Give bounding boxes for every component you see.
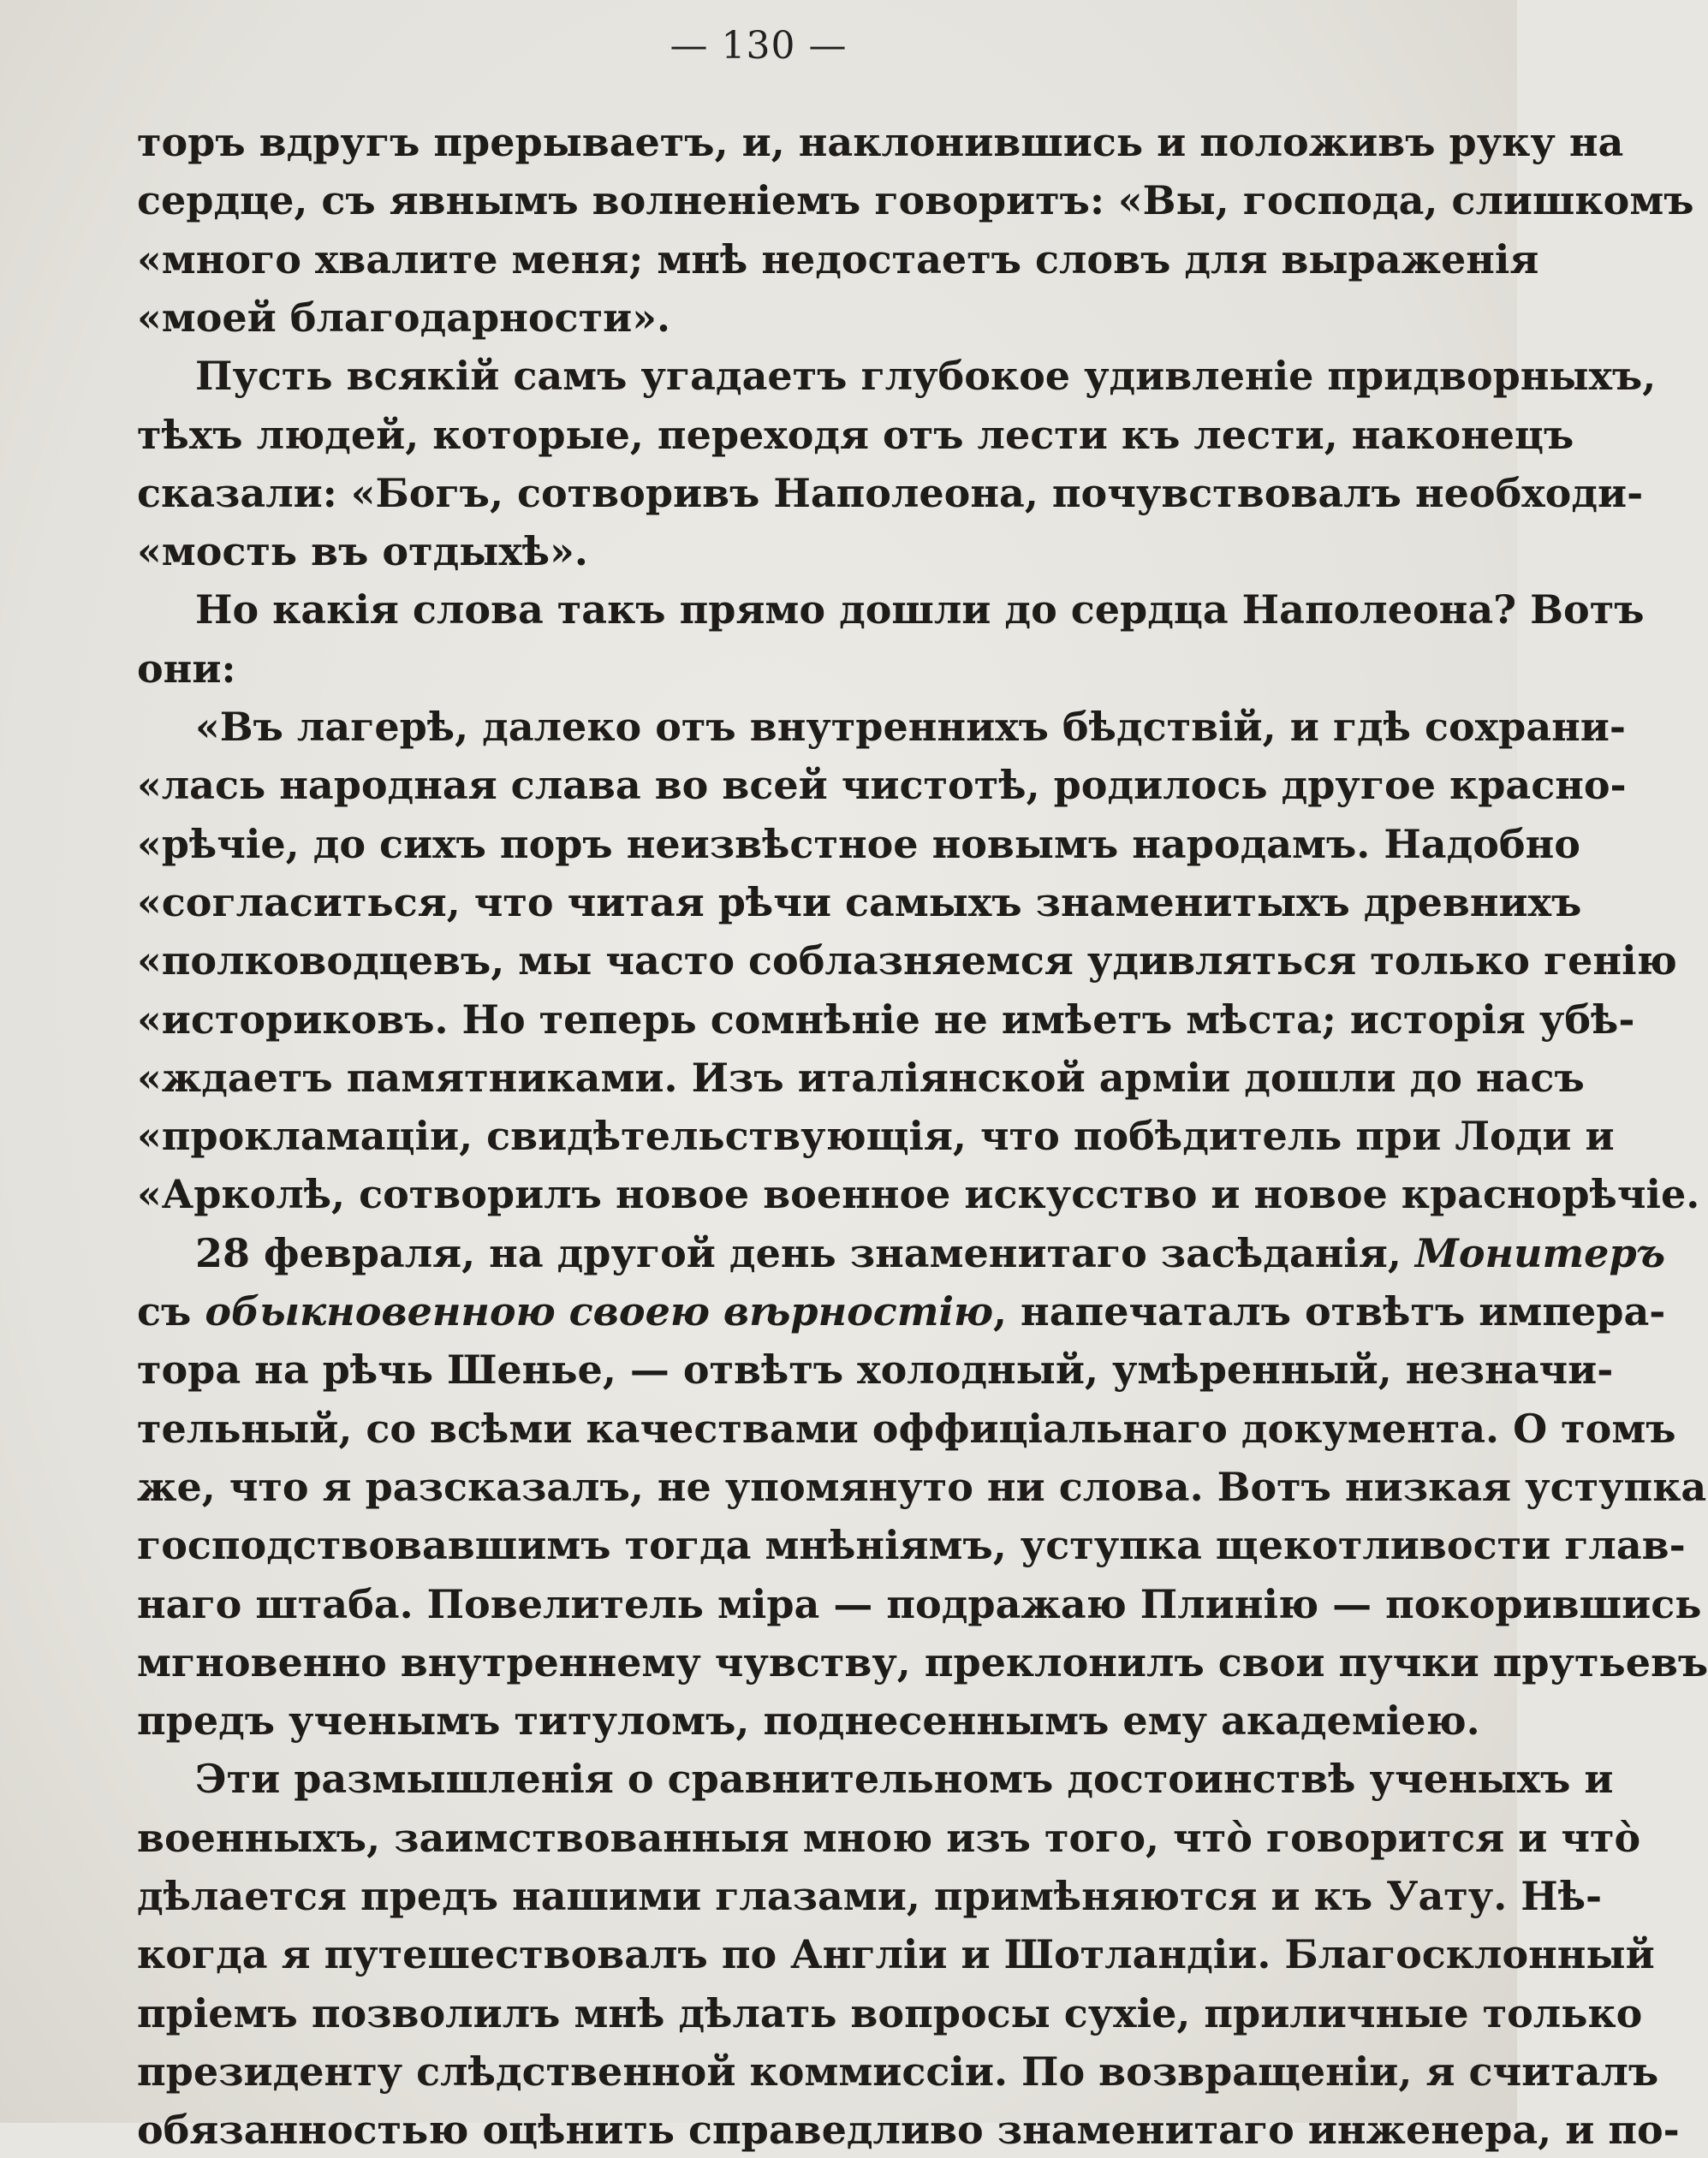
text-line: «много хвалите меня; мнѣ недостаетъ словъ для выраженія: [137, 236, 1539, 282]
text-line: «историковъ. Но теперь сомнѣніе не имѣетъ мѣста; исторія убѣ-: [137, 996, 1635, 1043]
text-line: «полководцевъ, мы часто соблазняемся удивляться только генію: [137, 937, 1677, 984]
text-line: «рѣчіе, до сихъ поръ неизвѣстное новымъ народамъ. Надобно: [137, 821, 1580, 867]
text-line: «мость въ отдыхѣ».: [137, 528, 588, 574]
text-line: «Арколѣ, сотворилъ новое военное искусство и новое краснорѣчіе.: [137, 1171, 1700, 1217]
text-line: «Въ лагерѣ, далеко отъ внутреннихъ бѣдствій, и гдѣ сохрани-: [195, 704, 1627, 750]
text-line: «прокламаціи, свидѣтельствующія, что побѣдитель при Лоди и: [137, 1113, 1615, 1159]
text-line: 28 февраля, на другой день знаменитаго засѣданія, Монитеръ: [195, 1230, 1666, 1276]
text-line: Эти размышленія о сравнительномъ достоинствѣ ученыхъ и: [195, 1756, 1614, 1802]
text-line: съ обыкновенною своею вѣрностію, напечаталъ отвѣтъ импера-: [137, 1288, 1666, 1335]
text-line: господствовавшимъ тогда мнѣніямъ, уступка щекотливости глав-: [137, 1522, 1686, 1568]
text-line: «лась народная слава во всей чистотѣ, родилось другое красно-: [137, 762, 1627, 808]
text-line: «моей благодарности».: [137, 294, 670, 341]
text-line: пріемъ позволилъ мнѣ дѣлать вопросы сухіе, приличные только: [137, 1990, 1643, 2036]
text-line: же, что я разсказалъ, не упомянуто ни слова. Вотъ низкая уступка: [137, 1464, 1707, 1510]
text-line: сказали: «Богъ, сотворивъ Наполеона, почувствовалъ необходи-: [137, 470, 1644, 516]
text-line: обязанностью оцѣнить справедливо знаменитаго инженера, и по-: [137, 2107, 1680, 2153]
text-line: наго штаба. Повелитель міра — подражаю Плинію — покорившись: [137, 1581, 1702, 1627]
text-line: дѣлается предъ нашими глазами, примѣняются и къ Уату. Нѣ-: [137, 1873, 1603, 1919]
text-line: «согласиться, что читая рѣчи самыхъ знаменитыхъ древнихъ: [137, 879, 1582, 925]
text-line: мгновенно внутреннему чувству, преклонилъ свои пучки прутьевъ: [137, 1639, 1708, 1685]
text-line: тельный, со всѣми качествами оффиціальнаго документа. О томъ: [137, 1406, 1676, 1452]
text-line: президенту слѣдственной коммиссіи. По возвращеніи, я считалъ: [137, 2048, 1659, 2095]
text-line: «ждаетъ памятниками. Изъ италіянской арміи дошли до насъ: [137, 1055, 1585, 1101]
text-line: предъ ученымъ титуломъ, поднесеннымъ ему академіею.: [137, 1697, 1480, 1744]
text-line: военныхъ, заимствованныя мною изъ того, что̀ говорится и что̀: [137, 1815, 1641, 1861]
text-line: тора на рѣчь Шенье, — отвѣтъ холодный, умѣренный, незначи-: [137, 1347, 1614, 1393]
text-line: сердце, съ явнымъ волненіемъ говоритъ: «Вы, господа, слишкомъ: [137, 177, 1694, 223]
page-number: — 130 —: [670, 24, 848, 68]
text-line: тѣхъ людей, которые, переходя отъ лести къ лести, наконецъ: [137, 412, 1574, 458]
text-line: торъ вдругъ прерываетъ, и, наклонившись и положивъ руку на: [137, 119, 1624, 165]
text-line: они:: [137, 645, 236, 692]
text-line: когда я путешествовалъ по Англіи и Шотландіи. Благосклонный: [137, 1931, 1655, 1977]
text-line: Но какія слова такъ прямо дошли до сердца Наполеона? Вотъ: [195, 586, 1645, 633]
text-line: Пусть всякій самъ угадаетъ глубокое удивленіе придворныхъ,: [195, 353, 1657, 399]
